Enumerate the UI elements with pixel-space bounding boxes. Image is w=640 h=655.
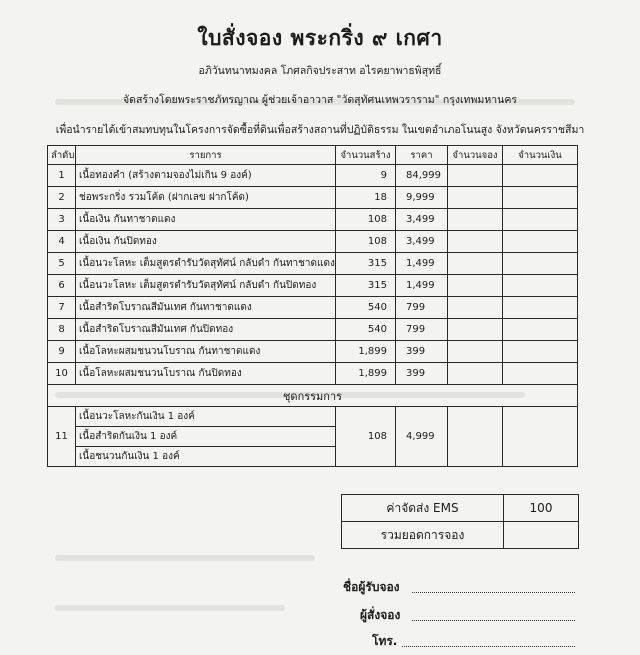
- row-qty: 108: [336, 209, 396, 231]
- row-no: 1: [48, 165, 76, 187]
- row-price: 3,499: [396, 209, 448, 231]
- row-no: 8: [48, 319, 76, 341]
- organizer-line: จัดสร้างโดยพระราชภัทรญาณ ผู้ช่วยเจ้าอาวาส "วัดสุทัศนเทพวราราม" กรุงเทพมหานคร: [123, 94, 517, 106]
- set-item: เนื้อชนวนกันเงิน 1 องค์: [79, 451, 180, 462]
- receiver-field[interactable]: [412, 591, 575, 593]
- set-item: เนื้อสำริดกันเงิน 1 องค์: [76, 427, 335, 447]
- col-header-item: รายการ: [76, 146, 336, 165]
- summary-table: [341, 494, 579, 549]
- row-price: 799: [396, 297, 448, 319]
- row-price: 1,499: [396, 253, 448, 275]
- row-qty: 108: [336, 231, 396, 253]
- table-row: [48, 209, 578, 231]
- row-price: 1,499: [396, 275, 448, 297]
- set-items: [76, 407, 336, 467]
- shipping-label: ค่าจัดส่ง EMS: [342, 495, 504, 522]
- row-item: เนื้อนวะโลหะ เต็มสูตรตำรับวัดสุทัศน์ กลับดำ กันปิดทอง: [76, 275, 336, 297]
- row-item: เนื้อเงิน กันทาชาดแดง: [76, 209, 336, 231]
- row-price: 3,499: [396, 231, 448, 253]
- row-item: เนื้อทองคำ (สร้างตามจองไม่เกิน 9 องค์): [76, 165, 336, 187]
- table-row: [48, 319, 578, 341]
- col-header-qty: จำนวนสร้าง: [336, 146, 396, 165]
- row-no: 2: [48, 187, 76, 209]
- table-row: [48, 363, 578, 385]
- reserve-cell[interactable]: [448, 165, 503, 187]
- table-header-row: [48, 146, 578, 165]
- col-header-amount: จำนวนเงิน: [503, 146, 578, 165]
- row-qty: 315: [336, 275, 396, 297]
- row-price: 799: [396, 319, 448, 341]
- row-qty: 18: [336, 187, 396, 209]
- row-qty: 9: [336, 165, 396, 187]
- row-no: 4: [48, 231, 76, 253]
- phone-field[interactable]: [402, 645, 575, 647]
- reserve-cell[interactable]: [448, 407, 503, 467]
- col-header-reserve: จำนวนจอง: [448, 146, 503, 165]
- bleed-through-mark: [55, 605, 285, 611]
- table-row: [48, 297, 578, 319]
- row-qty: 1,899: [336, 341, 396, 363]
- amount-cell[interactable]: [503, 187, 578, 209]
- amount-cell[interactable]: [503, 209, 578, 231]
- amount-cell[interactable]: [503, 363, 578, 385]
- reserve-cell[interactable]: [448, 253, 503, 275]
- row-item: เนื้อนวะโลหะ เต็มสูตรตำรับวัดสุทัศน์ กลับดำ กันทาชาดแดง: [76, 253, 336, 275]
- reserve-cell[interactable]: [448, 363, 503, 385]
- form-title: ใบสั่งจอง พระกริ่ง ๙ เกศา: [197, 26, 443, 50]
- row-no: 11: [48, 407, 76, 467]
- table-row: [48, 187, 578, 209]
- table-row: [48, 341, 578, 363]
- receiver-label: ชื่อผู้รับจอง: [343, 580, 400, 594]
- reserve-cell[interactable]: [448, 231, 503, 253]
- amount-cell[interactable]: [503, 341, 578, 363]
- reserve-cell[interactable]: [448, 297, 503, 319]
- row-price: 84,999: [396, 165, 448, 187]
- row-no: 7: [48, 297, 76, 319]
- row-no: 5: [48, 253, 76, 275]
- row-qty: 540: [336, 319, 396, 341]
- row-item: ช่อพระกริ่ง รวมโค้ด (ฝากเลข ฝากโค้ด): [76, 187, 336, 209]
- purpose-line: เพื่อนำรายได้เข้าสมทบทุนในโครงการจัดซื้อที่ดินเพื่อสร้างสถานที่ปฏิบัติธรรม ในเขตอำเภอโนนสูง จังหวัดนครราชสีมา: [55, 124, 585, 136]
- total-label: รวมยอดการจอง: [342, 522, 504, 549]
- row-no: 9: [48, 341, 76, 363]
- col-header-price: ราคา: [396, 146, 448, 165]
- amount-cell[interactable]: [503, 231, 578, 253]
- shipping-row: [342, 495, 579, 522]
- amount-cell[interactable]: [503, 319, 578, 341]
- order-table: [47, 145, 578, 467]
- total-row: [342, 522, 579, 549]
- row-qty: 1,899: [336, 363, 396, 385]
- shipping-value: 100: [504, 495, 579, 522]
- reserve-cell[interactable]: [448, 209, 503, 231]
- table-row: [48, 231, 578, 253]
- total-value[interactable]: [504, 522, 579, 549]
- row-item: เนื้อเงิน กันปิดทอง: [76, 231, 336, 253]
- table-row: [48, 275, 578, 297]
- set-row: [48, 407, 578, 467]
- reserve-cell[interactable]: [448, 319, 503, 341]
- phone-label: โทร.: [372, 634, 398, 648]
- table-row: [48, 253, 578, 275]
- bleed-through-mark: [55, 555, 315, 561]
- col-header-no: ลำดับ: [48, 146, 76, 165]
- table-row: [48, 165, 578, 187]
- set-item: เนื้อนวะโลหะกันเงิน 1 องค์: [76, 407, 335, 427]
- orderer-field[interactable]: [412, 619, 575, 621]
- row-price: 399: [396, 363, 448, 385]
- row-qty: 315: [336, 253, 396, 275]
- reserve-cell[interactable]: [448, 187, 503, 209]
- row-item: เนื้อสำริดโบราณสีมันเทศ กันปิดทอง: [76, 319, 336, 341]
- amount-cell[interactable]: [503, 297, 578, 319]
- blessing-line: อภิวันทนาทมงคล โภศลกิจประสาท อไรคยาพาธพิสุทธิ์: [198, 65, 442, 77]
- row-price: 4,999: [396, 407, 448, 467]
- row-no: 6: [48, 275, 76, 297]
- section-label: ชุดกรรมการ: [48, 385, 578, 407]
- reserve-cell[interactable]: [448, 341, 503, 363]
- amount-cell[interactable]: [503, 275, 578, 297]
- row-qty: 108: [336, 407, 396, 467]
- row-price: 399: [396, 341, 448, 363]
- row-item: เนื้อโลหะผสมชนวนโบราณ กันทาชาดแดง: [76, 341, 336, 363]
- row-item: เนื้อสำริดโบราณสีมันเทศ กันทาชาดแดง: [76, 297, 336, 319]
- reserve-cell[interactable]: [448, 275, 503, 297]
- row-qty: 540: [336, 297, 396, 319]
- row-price: 9,999: [396, 187, 448, 209]
- row-item: เนื้อโลหะผสมชนวนโบราณ กันปิดทอง: [76, 363, 336, 385]
- section-row: [48, 385, 578, 407]
- amount-cell[interactable]: [503, 165, 578, 187]
- amount-cell[interactable]: [503, 407, 578, 467]
- row-no: 10: [48, 363, 76, 385]
- orderer-label: ผู้สั่งจอง: [360, 608, 401, 622]
- amount-cell[interactable]: [503, 253, 578, 275]
- row-no: 3: [48, 209, 76, 231]
